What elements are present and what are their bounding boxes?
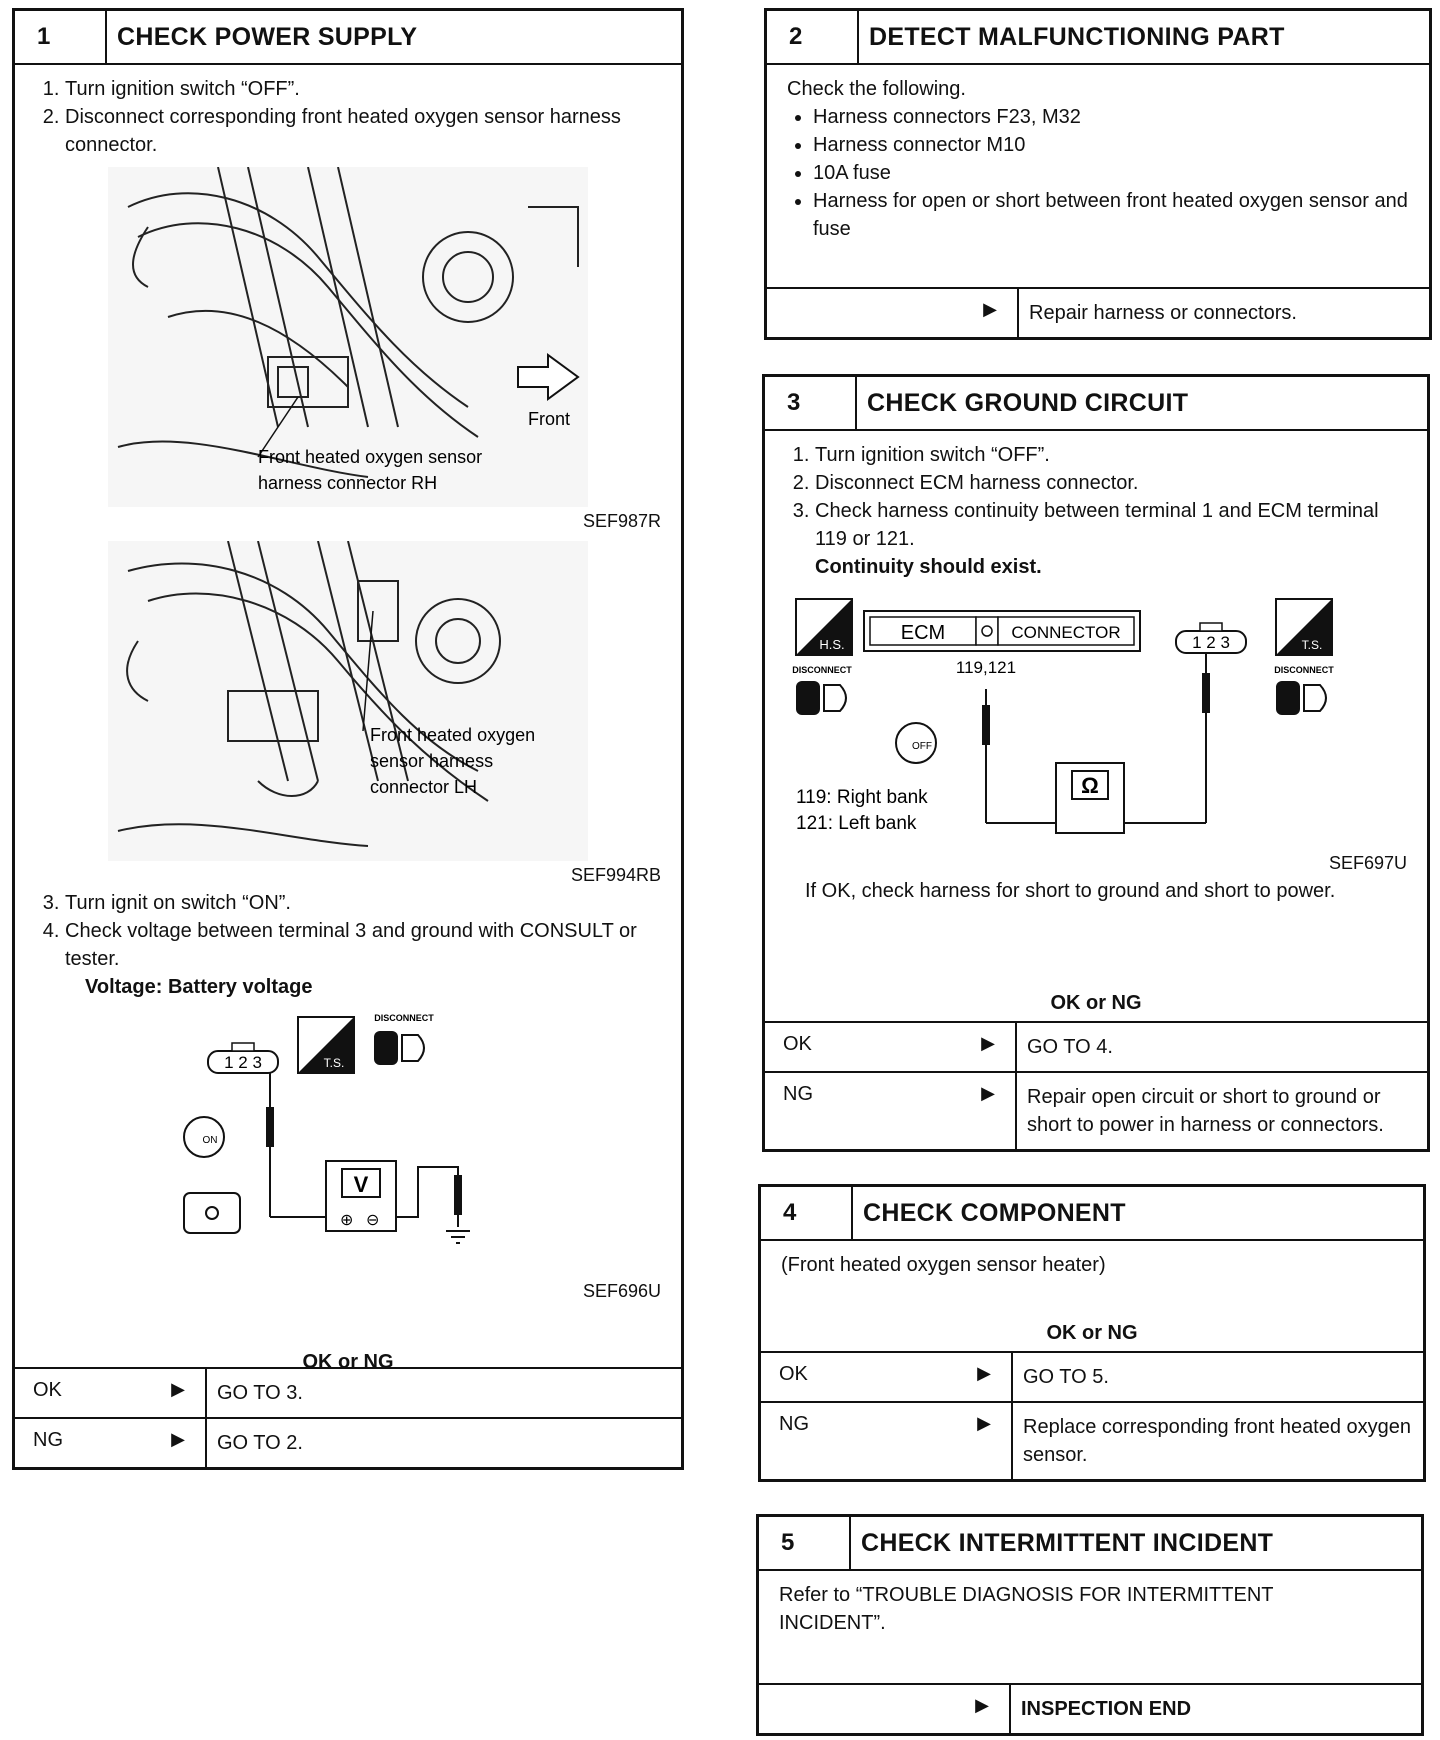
fig-label-front: Front bbox=[528, 409, 571, 429]
step-title: CHECK INTERMITTENT INCIDENT bbox=[861, 1528, 1274, 1557]
step-list bbox=[785, 441, 1407, 553]
step-title: DETECT MALFUNCTIONING PART bbox=[869, 22, 1285, 51]
disconnect-label: DISCONNECT bbox=[374, 1013, 434, 1023]
minus-icon: ⊖ bbox=[366, 1212, 380, 1229]
step-4-header bbox=[761, 1187, 1423, 1241]
disconnect-icon bbox=[374, 1031, 398, 1065]
result-status: NG bbox=[783, 1083, 813, 1105]
figure-code: SEF994RB bbox=[570, 865, 661, 885]
result-row bbox=[761, 1351, 1423, 1401]
arrow-right-icon: ▶ bbox=[977, 1413, 991, 1433]
step-list-a bbox=[35, 75, 661, 159]
step-5-box bbox=[756, 1514, 1424, 1736]
list-item: 3. Turn ignit on switch “ON”. bbox=[65, 889, 661, 917]
arrow-right-icon: ▶ bbox=[981, 1083, 995, 1103]
result-status: OK bbox=[33, 1379, 62, 1401]
terminal-numbers: 1 2 3 bbox=[224, 1053, 262, 1072]
voltage-spec: Voltage: Battery voltage bbox=[85, 976, 313, 998]
continuity-spec: Continuity should exist. bbox=[815, 556, 1042, 578]
ok-ng-label: OK or NG bbox=[302, 1351, 394, 1373]
result-row bbox=[15, 1417, 681, 1467]
list-item: 1. Turn ignition switch “OFF”. bbox=[815, 441, 1407, 469]
hs-label: H.S. bbox=[819, 637, 845, 652]
connector-label: CONNECTOR bbox=[1011, 623, 1121, 642]
ignition-on-label: ON bbox=[202, 1135, 218, 1146]
list-item: 1. Turn ignition switch “OFF”. bbox=[65, 75, 661, 103]
result-action: Repair open circuit or short to ground or short to power in harness or connectors. bbox=[1015, 1073, 1427, 1149]
result-row bbox=[765, 1071, 1427, 1149]
list-item: 4. Check voltage between terminal 3 and ground with CONSULT or tester. bbox=[65, 917, 661, 973]
step-title: CHECK POWER SUPPLY bbox=[117, 22, 418, 51]
pin-numbers: 119,121 bbox=[955, 658, 1017, 677]
after-check-note: If OK, check harness for short to ground and short to power. bbox=[805, 880, 1336, 902]
result-status: OK bbox=[779, 1363, 808, 1385]
step-title: CHECK COMPONENT bbox=[863, 1198, 1126, 1227]
step-4-box bbox=[758, 1184, 1426, 1482]
result-row bbox=[761, 1401, 1423, 1479]
arrow-right-icon: ▶ bbox=[171, 1379, 185, 1399]
step-1-header bbox=[15, 11, 681, 65]
result-row bbox=[759, 1683, 1421, 1733]
engine-icon bbox=[184, 1193, 240, 1233]
callout-lh-2: sensor harness bbox=[370, 751, 494, 771]
component-intro: (Front heated oxygen sensor heater) bbox=[781, 1254, 1106, 1276]
bank-note-1: 119: Right bank bbox=[796, 787, 928, 808]
list-item: 2. Disconnect ECM harness connector. bbox=[815, 469, 1407, 497]
meter-symbol: V bbox=[353, 1172, 369, 1197]
step-number: 1 bbox=[15, 11, 107, 63]
result-action: INSPECTION END bbox=[1009, 1685, 1421, 1733]
callout-lh-1: Front heated oxygen bbox=[370, 725, 536, 745]
ok-ng-label: OK or NG bbox=[1046, 1322, 1138, 1344]
refer-text: Refer to “TROUBLE DIAGNOSIS FOR INTERMITTENT INCIDENT”. bbox=[779, 1584, 1274, 1634]
step-5-header bbox=[759, 1517, 1421, 1571]
check-intro: Check the following. bbox=[787, 78, 966, 100]
list-item: • Harness connectors F23, M32 bbox=[813, 103, 1409, 131]
callout-lh-3: connector LH bbox=[370, 777, 478, 797]
list-item: • Harness for open or short between front heated oxygen sensor and fuse bbox=[813, 187, 1409, 243]
ts-label: T.S. bbox=[1301, 638, 1323, 652]
ecm-label: ECM bbox=[900, 622, 946, 644]
callout-rh-2: harness connector RH bbox=[258, 473, 438, 493]
result-action: GO TO 2. bbox=[205, 1419, 681, 1467]
disconnect-label: DISCONNECT bbox=[1274, 665, 1334, 675]
voltage-test-diagram bbox=[168, 1007, 528, 1277]
disconnect-icon bbox=[796, 681, 820, 715]
step-number: 2 bbox=[767, 11, 859, 63]
ok-ng-label: OK or NG bbox=[1050, 992, 1142, 1014]
step-list-b bbox=[35, 889, 661, 973]
figure-code: SEF987R bbox=[582, 511, 661, 531]
list-item: • Harness connector M10 bbox=[813, 131, 1409, 159]
ground-circuit-diagram bbox=[786, 593, 1406, 863]
step-3-header bbox=[765, 377, 1427, 431]
result-action: Repair harness or connectors. bbox=[1017, 289, 1429, 337]
arrow-right-icon: ▶ bbox=[981, 1033, 995, 1053]
result-row bbox=[765, 1021, 1427, 1071]
disconnect-label: DISCONNECT bbox=[792, 665, 852, 675]
bank-note-2: 121: Left bank bbox=[796, 813, 917, 834]
arrow-right-icon: ▶ bbox=[977, 1363, 991, 1383]
list-item: • 10A fuse bbox=[813, 159, 1409, 187]
ts-label: T.S. bbox=[323, 1056, 345, 1070]
list-item: 2. Disconnect corresponding front heated oxygen sensor harness connector. bbox=[65, 103, 661, 159]
result-action: Replace corresponding front heated oxygen sensor. bbox=[1011, 1403, 1423, 1479]
figure-code: SEF696U bbox=[582, 1281, 661, 1301]
callout-rh-1: Front heated oxygen sensor bbox=[258, 447, 483, 467]
result-row bbox=[15, 1367, 681, 1417]
step-number: 5 bbox=[759, 1517, 851, 1569]
result-row bbox=[767, 287, 1429, 337]
disconnect-icon bbox=[1276, 681, 1300, 715]
step-number: 4 bbox=[761, 1187, 853, 1239]
arrow-right-icon bbox=[518, 355, 578, 399]
result-action: GO TO 4. bbox=[1015, 1023, 1427, 1071]
figure-code: SEF697U bbox=[1328, 853, 1407, 873]
step-number: 3 bbox=[765, 377, 857, 429]
step-title: CHECK GROUND CIRCUIT bbox=[867, 388, 1189, 417]
result-status: NG bbox=[779, 1413, 809, 1435]
check-list bbox=[787, 103, 1409, 243]
result-action: GO TO 3. bbox=[205, 1369, 681, 1417]
terminal-numbers: 1 2 3 bbox=[1192, 633, 1230, 652]
engine-photo-rh bbox=[108, 167, 588, 507]
plus-icon: ⊕ bbox=[340, 1212, 354, 1229]
arrow-right-icon: ▶ bbox=[171, 1429, 185, 1449]
result-status: OK bbox=[783, 1033, 812, 1055]
arrow-right-icon: ▶ bbox=[975, 1695, 989, 1715]
step-3-box bbox=[762, 374, 1430, 1152]
list-item: 3. Check harness continuity between terminal 1 and ECM terminal 119 or 121. bbox=[815, 497, 1407, 553]
step-2-box bbox=[764, 8, 1432, 340]
result-status: NG bbox=[33, 1429, 63, 1451]
result-action: GO TO 5. bbox=[1011, 1353, 1423, 1401]
arrow-right-icon: ▶ bbox=[983, 299, 997, 319]
meter-symbol: Ω bbox=[1081, 773, 1099, 798]
ignition-off-label: OFF bbox=[912, 741, 932, 752]
step-2-header bbox=[767, 11, 1429, 65]
engine-photo-lh bbox=[108, 541, 588, 861]
step-1-box bbox=[12, 8, 684, 1470]
